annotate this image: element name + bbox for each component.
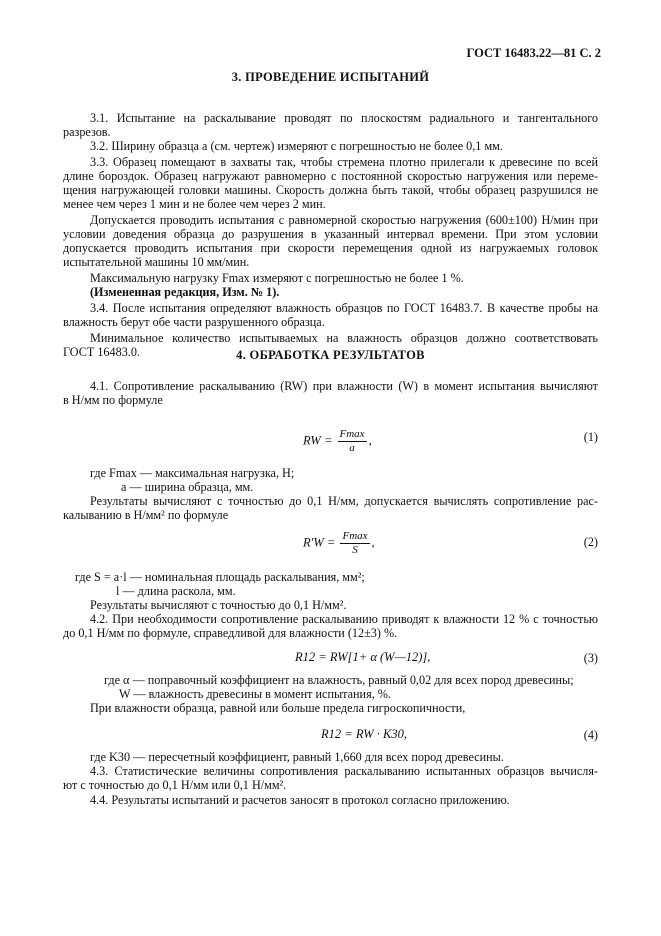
where-4-k30: где K30 — пересчетный коэффициент, равный 1,660 для всех пород древесины. <box>90 750 504 764</box>
paragraph-4-2-l2: до 0,1 Н/мм по формуле, справедливой для влажности (12±3) %. <box>63 626 398 640</box>
result-3: При влажности образца, равной или больше предела гигроскопичности, <box>90 701 466 715</box>
where-1-a: a — ширина образца, мм. <box>121 480 254 494</box>
formula-1-fraction <box>338 428 367 455</box>
section-4-title: 4. ОБРАБОТКА РЕЗУЛЬТАТОВ <box>236 348 425 362</box>
paragraph-4-3: 4.3. Статистические величины сопротивления раскалыванию испытанных образцов вычисля- <box>90 764 598 778</box>
edition-note: (Измененная редакция, Изм. № 1). <box>90 285 280 299</box>
paragraph-3-4b-l2: ГОСТ 16483.0. <box>63 345 140 359</box>
paragraph-3-4-l2: влажность берут обе части разрушенного образца. <box>63 315 325 329</box>
formula-1-lhs: RW = <box>303 433 333 448</box>
formula-2 <box>303 530 375 557</box>
paragraph-4-1-l2: в Н/мм по формуле <box>63 393 163 407</box>
formula-2-denominator: S <box>352 544 358 556</box>
formula-4: R12 = RW · K30, <box>321 727 407 741</box>
formula-2-lhs: R′W = <box>303 535 336 550</box>
formula-2-comma: , <box>371 535 375 550</box>
paragraph-3-3b: Допускается проводить испытания с равномерной скоростью нагружения (600±100) Н/мин при <box>90 213 598 227</box>
paragraph-3-3b-l2: условии доведения образца до разрушения в указанный интервал времени. При этом условии <box>63 227 598 241</box>
paragraph-3-3b-l4: испытательной машины 10 мм/мин. <box>63 255 250 269</box>
formula-2-numerator: Fmax <box>342 530 368 542</box>
formula-3-number: (3) <box>583 651 598 665</box>
formula-1-comma: , <box>368 433 372 448</box>
paragraph-3-3-l2: длине бороздок. Образец нагружают равномерно с постоянной скоростью нагружения или переме- <box>63 169 598 183</box>
result-1-l2: калыванию в Н/мм² по формуле <box>63 508 229 522</box>
formula-3: R12 = RW[1+ α (W—12)], <box>295 650 431 664</box>
where-3-alpha: где α — поправочный коэффициент на влажность, равный 0,02 для всех пород древесины; <box>104 673 574 687</box>
paragraph-4-1: 4.1. Сопротивление раскалыванию (RW) при влажности (W) в момент испытания вычисляют <box>90 379 598 393</box>
formula-1-number: (1) <box>583 430 598 444</box>
paragraph-3-3c: Максимальную нагрузку Fmax измеряют с погрешностью не более 1 %. <box>90 271 464 285</box>
formula-2-number: (2) <box>583 535 598 549</box>
paragraph-3-4: 3.4. После испытания определяют влажность образцов по ГОСТ 16483.7. В качестве пробы на <box>90 301 598 315</box>
formula-1-denominator: a <box>349 442 355 454</box>
result-1: Результаты вычисляют с точностью до 0,1 Н/мм, допускается вычислять сопротивление рас- <box>90 494 598 508</box>
formula-1-numerator: Fmax <box>339 428 365 440</box>
where-1-fmax: где Fmax — максимальная нагрузка, Н; <box>90 466 295 480</box>
paragraph-3-4b: Минимальное количество испытываемых на влажность образцов должно соответствовать <box>90 331 598 345</box>
section-3-title: 3. ПРОВЕДЕНИЕ ИСПЫТАНИЙ <box>231 70 430 84</box>
where-2-l: l — длина раскола, мм. <box>116 584 236 598</box>
where-2-s: где S = a·l — номинальная площадь раскалывания, мм²; <box>75 570 365 584</box>
paragraph-4-2: 4.2. При необходимости сопротивление раскалыванию приводят к влажности 12 % с точностью <box>90 612 598 626</box>
paragraph-4-4: 4.4. Результаты испытаний и расчетов заносят в протокол согласно приложению. <box>90 793 510 807</box>
formula-2-fraction <box>340 530 369 557</box>
formula-1 <box>303 428 372 455</box>
result-2: Результаты вычисляют с точностью до 0,1 Н/мм². <box>90 598 347 612</box>
paragraph-3-3b-l3: допускается проводить испытания при скорости перемещения одной из нагружаемых головок <box>63 241 598 255</box>
paragraph-3-3: 3.3. Образец помещают в захваты так, чтобы стремена плотно прилегали к древесине по всей <box>90 155 598 169</box>
paragraph-3-3-l4: менее чем через 1 мин и не более чем через 2 мин. <box>63 197 326 211</box>
formula-4-number: (4) <box>583 728 598 742</box>
page-header: ГОСТ 16483.22—81 С. 2 <box>466 46 601 60</box>
paragraph-3-1-cont: разрезов. <box>63 125 111 139</box>
paragraph-4-3-l2: ют с точностью до 0,1 Н/мм или 0,1 Н/мм². <box>63 778 287 792</box>
paragraph-3-2: 3.2. Ширину образца a (см. чертеж) измеряют с погрешностью не более 0,1 мм. <box>90 139 503 153</box>
where-3-w: W — влажность древесины в момент испытания, %. <box>119 687 391 701</box>
paragraph-3-3-l3: щения нагружающей головки машины. Скорость должна быть такой, чтобы образец разрушился не <box>63 183 598 197</box>
paragraph-3-1: 3.1. Испытание на раскалывание проводят по плоскостям радиального и тангентального <box>90 111 598 125</box>
